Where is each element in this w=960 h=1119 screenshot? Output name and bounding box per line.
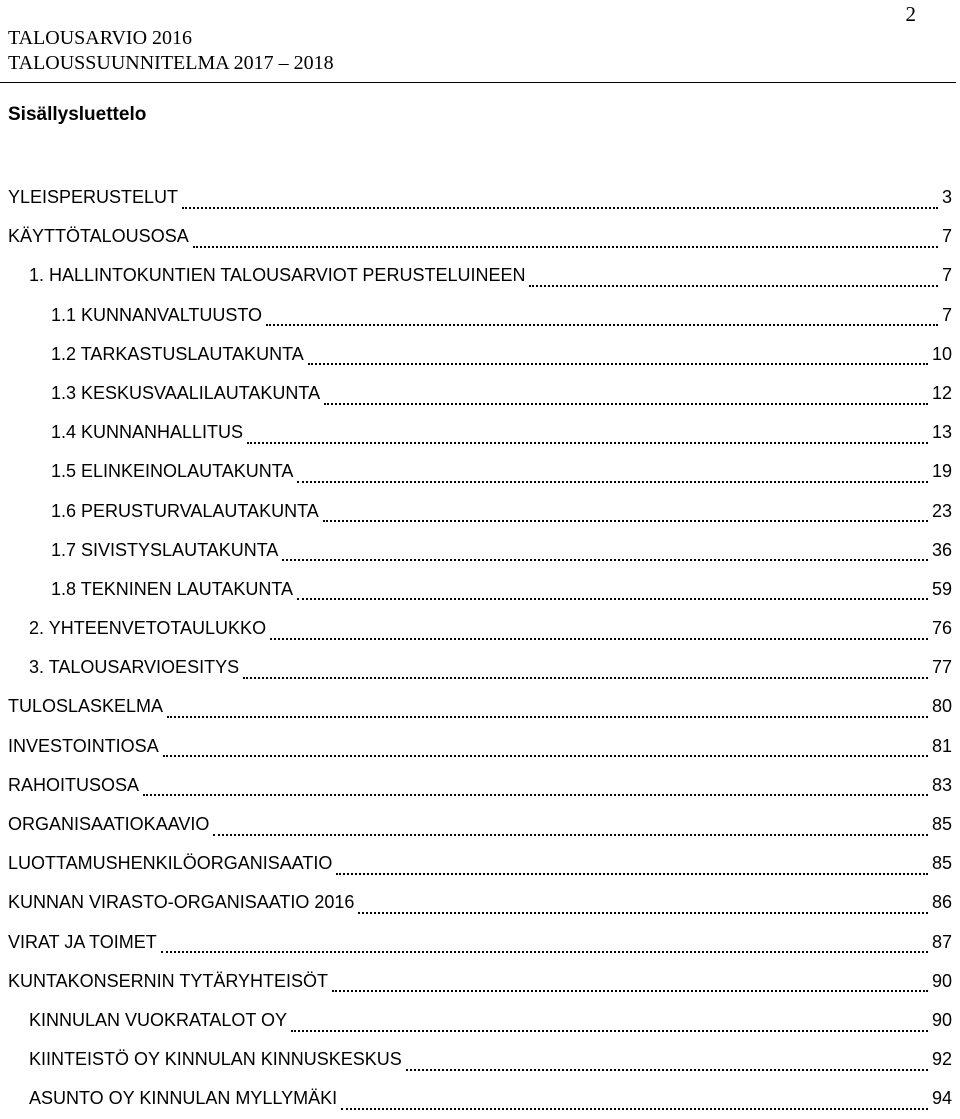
toc-entry-page: 7 [941, 304, 952, 325]
toc-entry-page: 3 [941, 187, 952, 207]
dot-leader [341, 1108, 928, 1110]
dot-leader [182, 207, 938, 209]
toc-entry-label: 1.4 KUNNANHALLITUS [51, 422, 244, 443]
toc-entry-label: INVESTOINTIOSA [8, 735, 159, 756]
toc-entry-page: 77 [931, 657, 952, 678]
toc-entry-page: 23 [931, 500, 952, 521]
toc-entry[interactable] [8, 805, 952, 844]
dot-leader [163, 755, 928, 757]
dot-leader [161, 951, 928, 953]
toc-entry-label: TULOSLASKELMA [8, 696, 164, 717]
toc-entry[interactable] [8, 766, 952, 805]
toc-entry-page: 85 [931, 814, 952, 834]
toc-title: Sisällysluettelo [8, 104, 147, 125]
toc-entry-page: 36 [931, 539, 952, 560]
toc-entry[interactable] [8, 1040, 952, 1079]
toc-entry-page: 85 [931, 853, 952, 874]
toc-entry-page: 92 [931, 1049, 952, 1070]
header-subtitle: TALOUSSUUNNITELMA 2017 – 2018 [8, 52, 334, 74]
toc-entry-label: KUNNAN VIRASTO-ORGANISAATIO 2016 [8, 892, 355, 913]
toc-entry[interactable] [8, 648, 952, 687]
dot-leader [336, 873, 928, 875]
toc-entry-label: LUOTTAMUSHENKILÖORGANISAATIO [8, 853, 333, 874]
toc-entry-page: 76 [931, 618, 952, 639]
toc-entry[interactable] [8, 962, 952, 1001]
toc-entry[interactable] [8, 687, 952, 726]
header-title: TALOUSARVIO 2016 [8, 27, 193, 49]
toc-entry-page: 59 [931, 578, 952, 599]
toc-entry[interactable] [8, 492, 952, 531]
dot-leader [270, 638, 928, 640]
toc-entry-label: 2. YHTEENVETOTAULUKKO [29, 618, 267, 639]
dot-leader [291, 1030, 928, 1032]
toc-entry[interactable] [8, 296, 952, 335]
toc-entry-label: KINNULAN VUOKRATALOT OY [29, 1009, 288, 1030]
dot-leader [358, 912, 928, 914]
dot-leader [297, 598, 928, 600]
dot-leader [297, 481, 928, 483]
dot-leader [247, 442, 928, 444]
dot-leader [282, 559, 928, 561]
toc-entry[interactable] [8, 374, 952, 413]
toc-entry-label: KIINTEISTÖ OY KINNULAN KINNUSKESKUS [29, 1049, 402, 1070]
dot-leader [308, 363, 928, 365]
toc-entry-label: YLEISPERUSTELUT [8, 187, 179, 207]
toc-entry-label: 1.5 ELINKEINOLAUTAKUNTA [51, 461, 294, 482]
toc-entry-page: 83 [931, 774, 952, 795]
toc-entry-label: RAHOITUSOSA [8, 774, 140, 795]
toc-entry-page: 90 [931, 1009, 952, 1030]
page-number: 2 [905, 2, 916, 26]
toc-entry-page: 87 [931, 931, 952, 952]
toc-entry-label: 1.3 KESKUSVAALILAUTAKUNTA [51, 382, 321, 403]
toc-entry[interactable] [8, 452, 952, 491]
toc-entry[interactable] [8, 570, 952, 609]
toc-entry[interactable] [8, 727, 952, 766]
dot-leader [143, 794, 928, 796]
toc-entry-page: 12 [931, 382, 952, 403]
toc-entry-label: 1.7 SIVISTYSLAUTAKUNTA [51, 539, 279, 560]
toc-entry-page: 13 [931, 422, 952, 443]
dot-leader [332, 990, 928, 992]
toc-entry-page: 7 [941, 226, 952, 247]
dot-leader [324, 403, 928, 405]
toc-entry[interactable] [8, 609, 952, 648]
dot-leader [266, 324, 938, 326]
toc-entry-page: 86 [931, 892, 952, 913]
toc-entry[interactable] [8, 217, 952, 256]
toc-entry-page: 10 [931, 343, 952, 364]
toc-entry-page: 94 [931, 1088, 952, 1109]
toc-entry-page: 7 [941, 265, 952, 286]
toc-entry-label: 3. TALOUSARVIOESITYS [29, 657, 240, 678]
toc-entry[interactable] [8, 923, 952, 962]
dot-leader [406, 1069, 928, 1071]
toc-entry-page: 81 [931, 735, 952, 756]
document-header [8, 26, 334, 76]
toc-entry-label: KUNTAKONSERNIN TYTÄRYHTEISÖT [8, 970, 329, 991]
toc-entry[interactable] [8, 413, 952, 452]
toc-entry-label: ORGANISAATIOKAAVIO [8, 814, 210, 834]
dot-leader [167, 716, 928, 718]
toc-entry[interactable] [8, 335, 952, 374]
dot-leader [323, 520, 928, 522]
toc-entry[interactable] [8, 256, 952, 295]
toc-entry-label: 1.1 KUNNANVALTUUSTO [51, 304, 263, 325]
dot-leader [243, 677, 928, 679]
toc-entry-page: 90 [931, 970, 952, 991]
toc-entry-label: 1.6 PERUSTURVALAUTAKUNTA [51, 500, 319, 521]
header-rule [0, 82, 956, 83]
toc-entry-label: KÄYTTÖTALOUSOSA [8, 226, 189, 247]
toc-entry-label: 1.2 TARKASTUSLAUTAKUNTA [51, 343, 304, 364]
dot-leader [529, 285, 938, 287]
toc-entry[interactable] [8, 531, 952, 570]
toc-entry-page: 80 [931, 696, 952, 717]
table-of-contents [8, 178, 952, 1119]
dot-leader [193, 246, 938, 248]
toc-entry[interactable] [8, 1001, 952, 1040]
toc-entry[interactable] [8, 178, 952, 217]
toc-entry-label: ASUNTO OY KINNULAN MYLLYMÄKI [29, 1088, 338, 1109]
toc-entry[interactable] [8, 1079, 952, 1118]
toc-entry-label: 1. HALLINTOKUNTIEN TALOUSARVIOT PERUSTELUINEEN [29, 265, 526, 286]
toc-entry[interactable] [8, 844, 952, 883]
toc-entry-label: VIRAT JA TOIMET [8, 931, 157, 952]
toc-entry[interactable] [8, 883, 952, 922]
toc-entry-page: 19 [931, 461, 952, 482]
dot-leader [213, 834, 928, 836]
toc-entry-label: 1.8 TEKNINEN LAUTAKUNTA [51, 578, 294, 599]
